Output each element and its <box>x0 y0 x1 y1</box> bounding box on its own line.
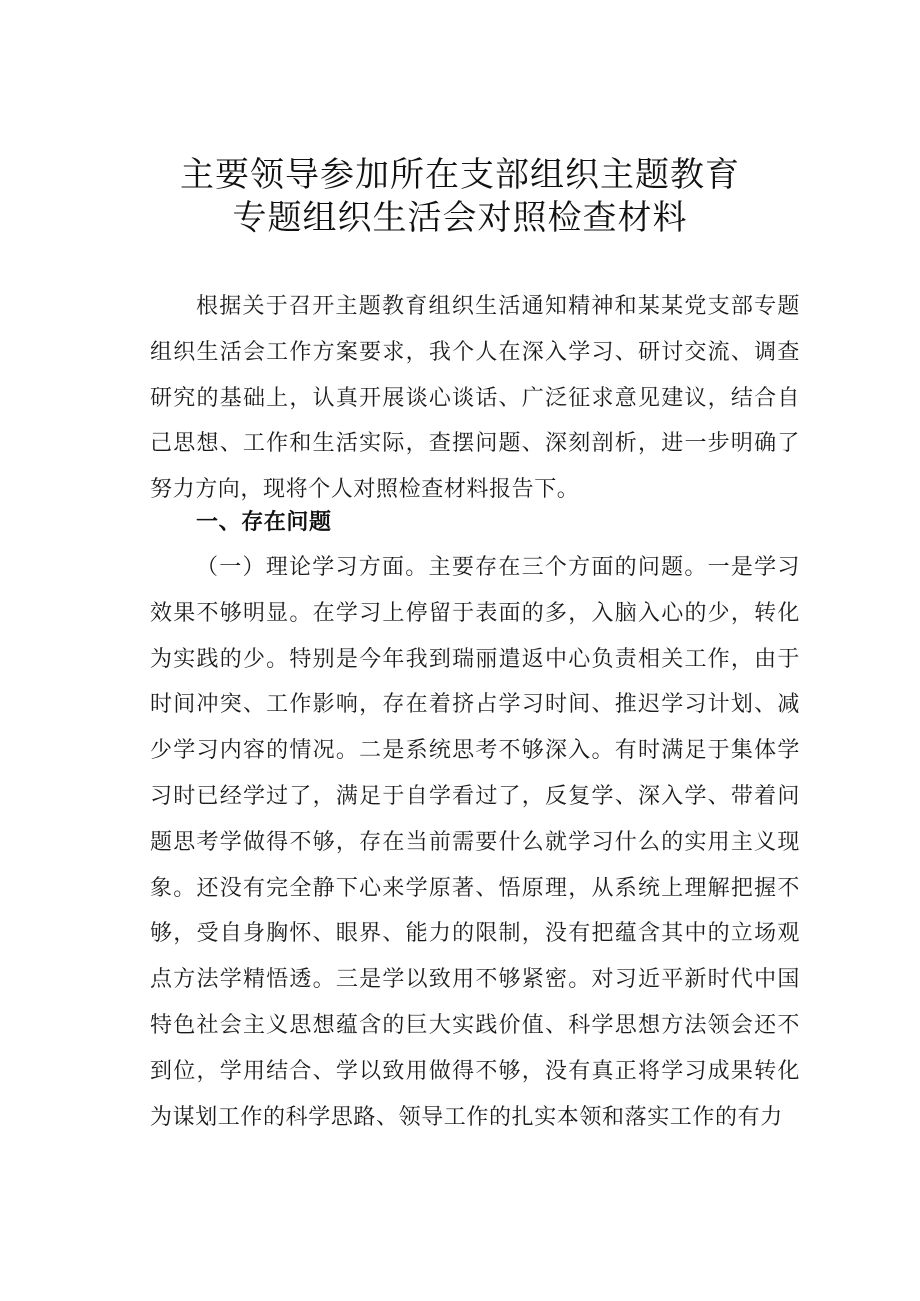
document-title-line-1: 主要领导参加所在支部组织主题教育 <box>180 155 740 195</box>
intro-paragraph: 根据关于召开主题教育组织生活通知精神和某某党支部专题组织生活会工作方案要求，我个人在深入学习、研讨交流、调查研究的基础上，认真开展谈心谈话、广泛征求意见建议，结合自己思想、工作和生活实际，查摆问题、深刻剖析，进一步明确了努力方向，现将个人对照检查材料报告下。 <box>150 294 800 503</box>
section-heading: 一、存在问题 <box>196 510 332 535</box>
document-title-line-2: 专题组织生活会对照检查材料 <box>232 198 688 238</box>
section-paragraph: （一）理论学习方面。主要存在三个方面的问题。一是学习效果不够明显。在学习上停留于表面的多，入脑入心的少，转化为实践的少。特别是今年我到瑞丽遣返中心负责相关工作，由于时间冲突、工作影响，存在着挤占学习时间、推迟学习计划、减少学习内容的情况。二是系统思考不够深入。有时满足于集体学习时已经学过了，满足于自学看过了，反复学、深入学、带着问题思考学做得不够，存在当前需要什么就学习什么的实用主义现象。还没有完全静下心来学原著、悟原理，从系统上理解把握不够，受自身胸怀、眼界、能力的限制，没有把蕴含其中的立场观点方法学精悟透。三是学以致用不够紧密。对习近平新时代中国特色社会主义思想蕴含的巨大实践价值、科学思想方法领会还不到位，学用结合、学以致用做得不够，没有真正将学习成果转化为谋划工作的科学思路、领导工作的扎实本领和落实工作的有力 <box>150 555 800 1130</box>
